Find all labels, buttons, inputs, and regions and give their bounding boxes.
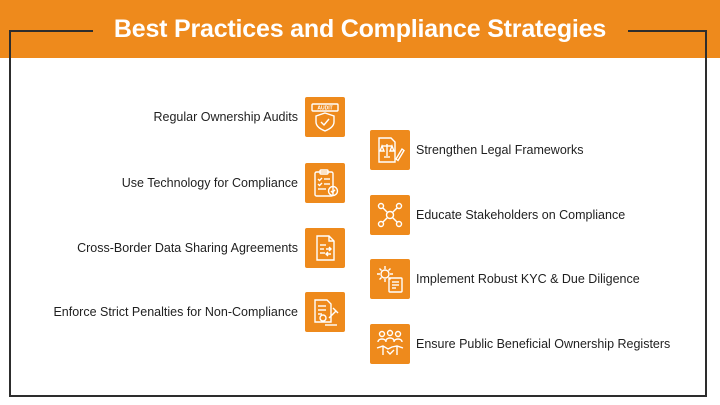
data-sharing-document-icon bbox=[305, 228, 345, 268]
left-item-data-sharing bbox=[11, 228, 345, 268]
item-label: Implement Robust KYC & Due Diligence bbox=[416, 272, 640, 286]
item-label: Enforce Strict Penalties for Non-Compliance bbox=[53, 305, 298, 319]
audit-shield-icon bbox=[305, 97, 345, 137]
item-label: Regular Ownership Audits bbox=[153, 110, 298, 124]
left-item-technology bbox=[11, 163, 345, 203]
item-label: Educate Stakeholders on Compliance bbox=[416, 208, 626, 222]
handshake-people-icon bbox=[370, 324, 410, 364]
page-title: Best Practices and Compliance Strategies bbox=[113, 15, 607, 43]
left-item-penalties bbox=[11, 292, 345, 332]
item-label: Use Technology for Compliance bbox=[121, 176, 298, 190]
right-item-legal-frameworks bbox=[370, 130, 700, 170]
right-item-kyc bbox=[370, 259, 700, 299]
checklist-clipboard-icon bbox=[305, 163, 345, 203]
right-item-ownership-registers bbox=[370, 324, 700, 364]
penalty-document-icon bbox=[305, 292, 345, 332]
gear-document-icon bbox=[370, 259, 410, 299]
item-label: Strengthen Legal Frameworks bbox=[416, 143, 584, 157]
right-item-educate-stakeholders bbox=[370, 195, 700, 235]
audit-icon-text: AUDIT bbox=[317, 105, 333, 112]
item-label: Cross-Border Data Sharing Agreements bbox=[77, 241, 298, 255]
left-item-ownership-audits bbox=[11, 97, 345, 137]
legal-scales-document-icon bbox=[370, 130, 410, 170]
item-label: Ensure Public Beneficial Ownership Registers bbox=[416, 337, 671, 351]
stakeholders-network-icon bbox=[370, 195, 410, 235]
